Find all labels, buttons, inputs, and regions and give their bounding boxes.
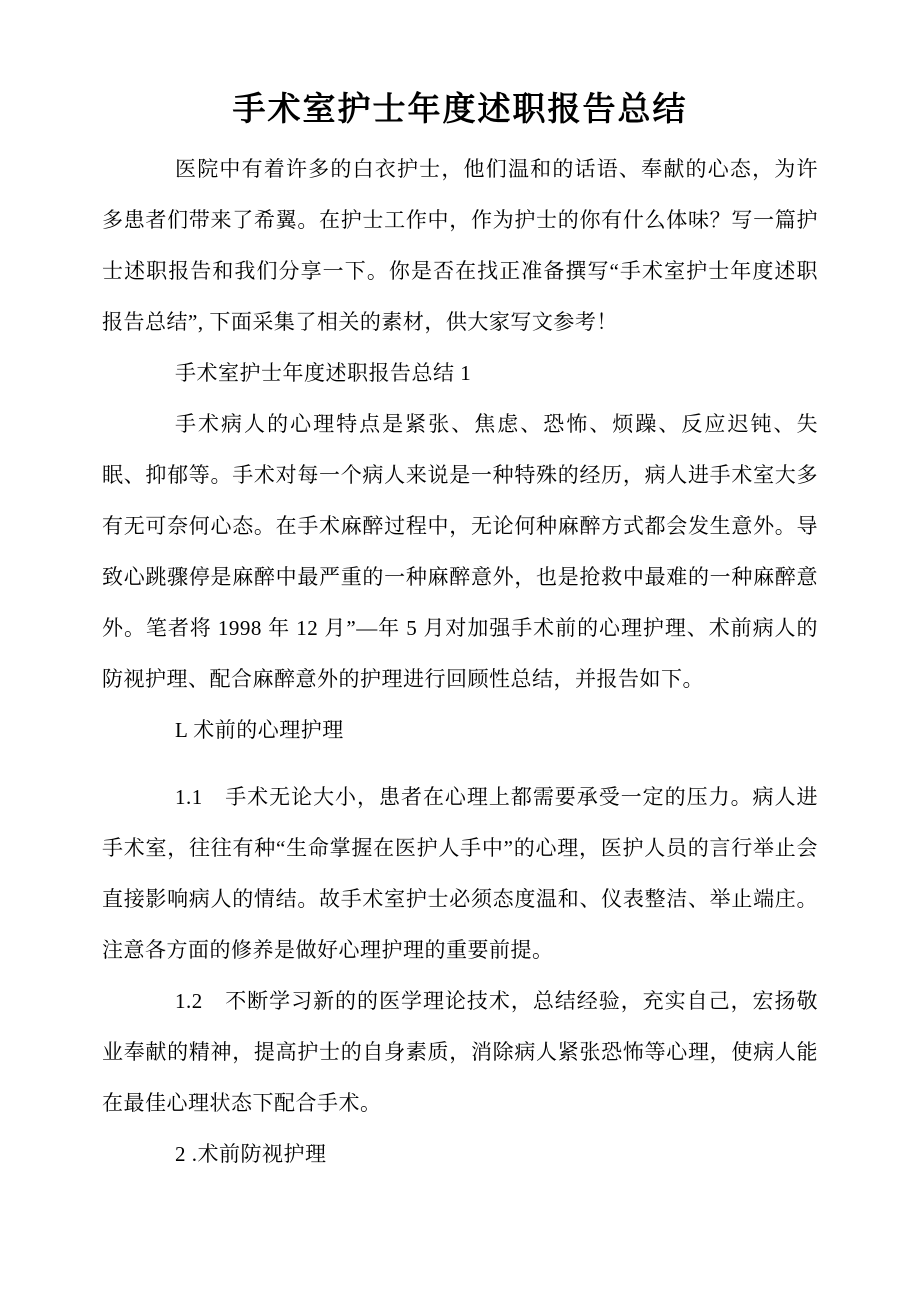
paragraph-subtitle-1: 手术室护士年度述职报告总结 1	[175, 361, 472, 385]
heading-preop-psych-care: L 术前的心理护理	[175, 718, 344, 742]
paragraph-section-1-2: 1.2 不断学习新的的医学理论技术，总结经验，充实自己，宏扬敬业奉献的精神，提高护士的自身素质，消除病人紧张恐怖等心理，使病人能在最佳心理状态下配合手术。	[102, 989, 818, 1115]
paragraph-section-1-1: 1.1 手术无论大小，患者在心理上都需要承受一定的压力。病人进手术室，往往有种“生命掌握在医护人手中”的心理，医护人员的言行举止会直接影响病人的情结。故手术室护士必须态度温和、仪表整洁、举止端庄。注意各方面的修养是做好心理护理的重要前提。	[102, 785, 818, 962]
document-title: 手术室护士年度述职报告总结	[232, 92, 688, 128]
heading-preop-visit-care: 2 .术前防视护理	[175, 1142, 327, 1166]
paragraph-psychology-overview: 手术病人的心理特点是紧张、焦虑、恐怖、烦躁、反应迟钝、失眠、抑郁等。手术对每一个病人来说是一种特殊的经历，病人进手术室大多有无可奈何心态。在手术麻醉过程中，无论何种麻醉方式都会发生意外。导致心跳骤停是麻醉中最严重的一种麻醉意外，也是抢救中最难的一种麻醉意外。笔者将 1998 年 12 月”—年 5 月对加强手术前的心理护理、术前病人的防视护理、配合麻醉意外的护理进行回顾性总结，并报告如下。	[102, 412, 818, 691]
paragraph-intro: 医院中有着许多的白衣护士，他们温和的话语、奉献的心态，为许多患者们带来了希翼。在护士工作中，作为护士的你有什么体味？写一篇护士述职报告和我们分享一下。你是否在找正准备撰写“手术室护士年度述职报告总结”, 下面采集了相关的素材，供大家写文参考！	[102, 157, 818, 334]
